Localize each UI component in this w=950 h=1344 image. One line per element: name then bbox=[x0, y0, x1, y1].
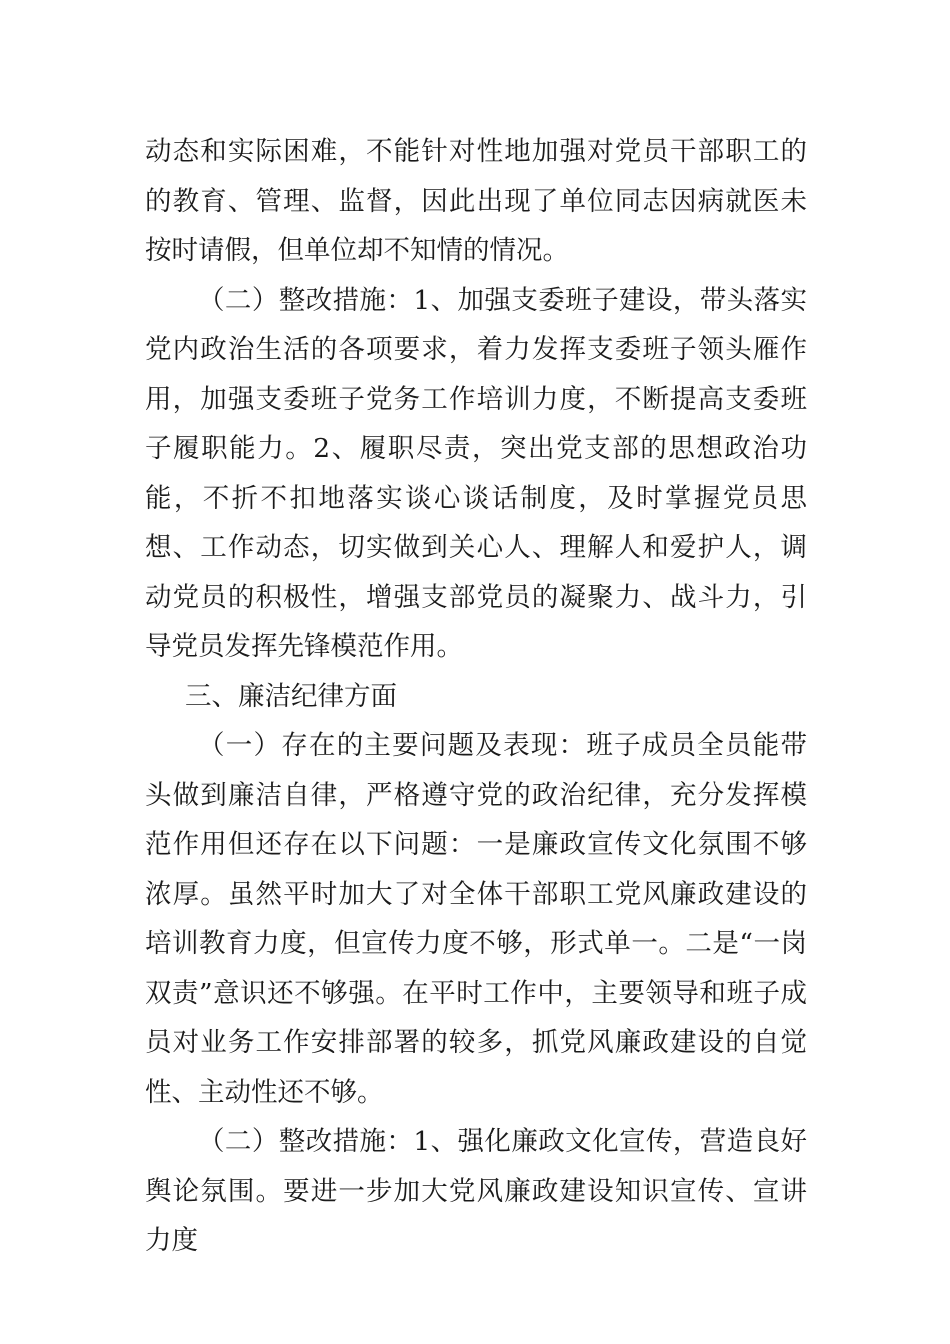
paragraph-rectification-measures-3: （二）整改措施：1、强化廉政文化宣传，营造良好舆论氛围。要进一步加大党风廉政建设知识宣传、宣讲力度 bbox=[145, 1126, 807, 1256]
paragraph-continuation: 动态和实际困难，不能针对性地加强对党员干部职工的的教育、管理、监督，因此出现了单位同志因病就医未按时请假，但单位却不知情的情况。 bbox=[145, 136, 807, 266]
section-heading-integrity-discipline: 三、廉洁纪律方面 bbox=[185, 680, 397, 712]
document-body bbox=[145, 127, 807, 1266]
paragraph-rectification-measures-2: （二）整改措施：1、加强支委班子建设，带头落实党内政治生活的各项要求，着力发挥支委班子领头雁作用，加强支委班子党务工作培训力度，不断提高支委班子履职能力。2、履职尽责，突出党支部的思想政治功能，不折不扣地落实谈心谈话制度，及时掌握党员思想、工作动态，切实做到关心人、理解人和爱护人，调动党员的积极性，增强支部党员的凝聚力、战斗力，引导党员发挥先锋模范作用。 bbox=[145, 284, 807, 662]
paragraph-problems-integrity: （一）存在的主要问题及表现：班子成员全员能带头做到廉洁自律，严格遵守党的政治纪律，充分发挥模范作用但还存在以下问题：一是廉政宣传文化氛围不够浓厚。虽然平时加大了对全体干部职工党风廉政建设的培训教育力度，但宣传力度不够，形式单一。二是“一岗双责”意识还不够强。在平时工作中，主要领导和班子成员对业务工作安排部署的较多，抓党风廉政建设的自觉性、主动性还不够。 bbox=[145, 730, 807, 1108]
